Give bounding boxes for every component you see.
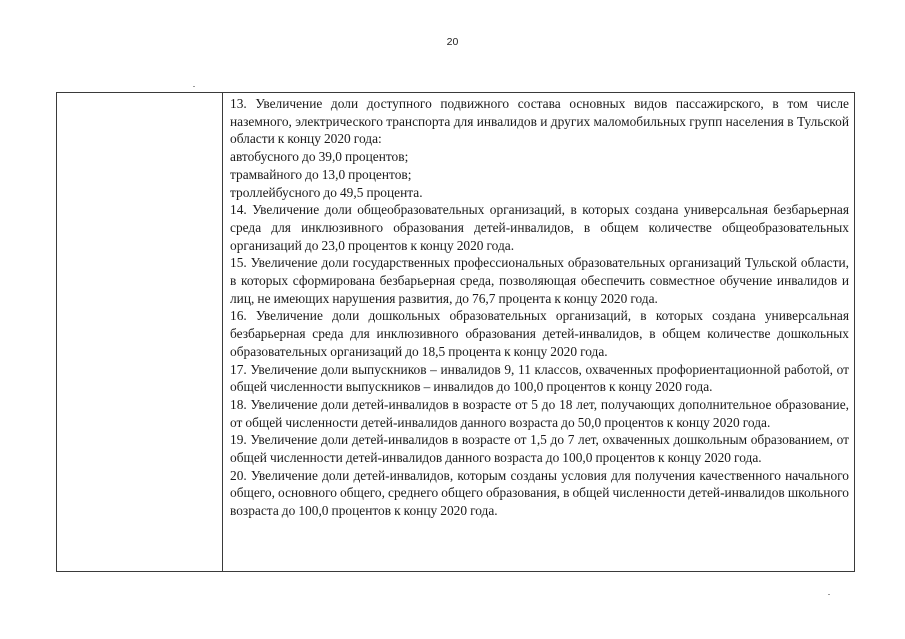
scan-speck: [828, 594, 830, 595]
paragraph-item-18: 18. Увеличение доли детей-инвалидов в возрасте от 5 до 18 лет, получающих дополнительное образование, от общей численности детей-инвалидов данного возраста до 50,0 процентов к концу 2020 года.: [230, 396, 849, 430]
paragraph-tram-share: трамвайного до 13,0 процентов;: [230, 166, 412, 182]
page-number: 20: [446, 36, 459, 48]
paragraph-item-17: 17. Увеличение доли выпускников – инвалидов 9, 11 классов, охваченных профориентационной работой, от общей численности выпускников – инвалидов до 100,0 процентов к концу 2020 года.: [230, 361, 849, 395]
paragraph-item-15: 15. Увеличение доли государственных профессиональных образовательных организаций Тульской области, в которых сформирована безбарьерная среда, позволяющая обеспечить совместное обучение инвалидов и лиц, не имеющих нарушения развития, до 76,7 процента к концу 2020 года.: [230, 255, 849, 306]
document-table: [56, 92, 855, 572]
table-cell-right: [224, 93, 854, 571]
paragraph-item-20: 20. Увеличение доли детей-инвалидов, которым созданы условия для получения качественного начального общего, основного общего, среднего общего образования, в общей численности детей-инвалидов школьного возраста до 100,0 процентов к концу 2020 года.: [230, 467, 849, 519]
paragraph-item-14: 14. Увеличение доли общеобразовательных организаций, в которых создана универсальная безбарьерная среда для инклюзивного образования детей-инвалидов, в общем количестве общеобразовательных организаций до 23,0 процентов к концу 2020 года.: [230, 202, 849, 253]
scan-speck: [193, 86, 195, 87]
paragraph-trolleybus-share: троллейбусного до 49,5 процента.: [230, 184, 423, 200]
paragraph-bus-share: автобусного до 39,0 процентов;: [230, 149, 409, 165]
table-cell-left: [57, 93, 223, 571]
paragraph-item-16: 16. Увеличение доли дошкольных образовательных организаций, в которых создана универсальная безбарьерная среда для инклюзивного образования детей-инвалидов, в общем количестве дошкольных образовательных организаций до 18,5 процента к концу 2020 года.: [230, 308, 849, 359]
paragraph-item-13: 13. Увеличение доли доступного подвижного состава основных видов пассажирского, в том числе наземного, электрического транспорта для инвалидов и других маломобильных групп населения в Тульской области к концу 2020 года:: [230, 96, 849, 147]
paragraph-item-19: 19. Увеличение доли детей-инвалидов в возрасте от 1,5 до 7 лет, охваченных дошкольным образованием, от общей численности детей-инвалидов данного возраста до 100,0 процентов к концу 2020 года.: [230, 432, 849, 466]
